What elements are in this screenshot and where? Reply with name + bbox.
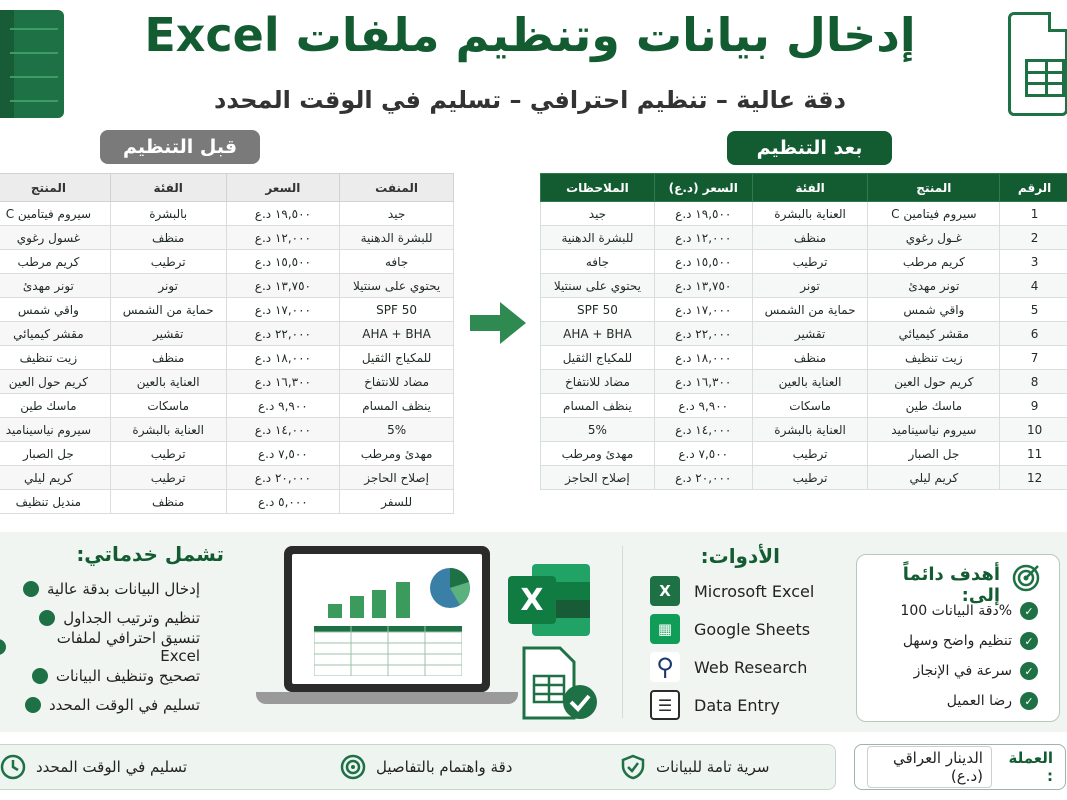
table-cell: ١٦,٣٠٠ د.ع bbox=[654, 370, 752, 394]
column-header: الرقم bbox=[1000, 174, 1067, 202]
table-cell: ٧,٥٠٠ د.ع bbox=[654, 442, 752, 466]
goals-title: أهدف دائماً إلى: bbox=[902, 564, 1000, 606]
check-icon: ✓ bbox=[1020, 632, 1038, 650]
table-cell: ١٦,٣٠٠ د.ع bbox=[226, 370, 340, 394]
tool-item: X Microsoft Excel bbox=[650, 572, 814, 610]
table-row bbox=[0, 394, 454, 418]
column-header: الفئة bbox=[752, 174, 868, 202]
check-icon: ✓ bbox=[1020, 602, 1038, 620]
goal-item: تنظيم واضح وسهل ✓ bbox=[868, 626, 1038, 656]
table-cell: مقشر كيميائي bbox=[0, 322, 110, 346]
clipboard-icon: ☰ bbox=[650, 690, 680, 720]
table-cell: ماسكات bbox=[752, 394, 868, 418]
table-cell: تونر bbox=[752, 274, 868, 298]
table-cell: جافه bbox=[541, 250, 655, 274]
table-row bbox=[0, 418, 454, 442]
table-cell: مهدئ ومرطب bbox=[340, 442, 454, 466]
column-header: الملاحظات bbox=[541, 174, 655, 202]
after-organizing-label: بعد التنظيم bbox=[727, 131, 892, 165]
table-cell: 5 bbox=[1000, 298, 1067, 322]
goal-item: رضا العميل ✓ bbox=[868, 686, 1038, 716]
table-cell: ترطيب bbox=[752, 442, 868, 466]
table-cell: 7 bbox=[1000, 346, 1067, 370]
document-check-icon bbox=[522, 646, 602, 722]
tool-item: ▦ Google Sheets bbox=[650, 610, 810, 648]
table-cell: ينظف المسام bbox=[340, 394, 454, 418]
excel-icon: X bbox=[650, 576, 680, 606]
table-cell: ٥,٠٠٠ د.ع bbox=[226, 490, 340, 514]
table-cell: 1 bbox=[1000, 202, 1067, 226]
table-cell: AHA + BHA bbox=[541, 322, 655, 346]
bullet-icon bbox=[32, 668, 48, 684]
table-cell: ١٥,٥٠٠ د.ع bbox=[226, 250, 340, 274]
before-table-header bbox=[0, 174, 454, 202]
table-cell: 11 bbox=[1000, 442, 1067, 466]
table-cell: سيروم نياسيناميد bbox=[868, 418, 1000, 442]
after-table bbox=[540, 173, 1067, 490]
check-icon: ✓ bbox=[1020, 662, 1038, 680]
table-cell: للبشرة الدهنية bbox=[340, 226, 454, 250]
table-cell: ١٣,٧٥٠ د.ع bbox=[226, 274, 340, 298]
table-row bbox=[0, 274, 454, 298]
table-cell: ترطيب bbox=[110, 442, 226, 466]
table-cell: كريم حول العين bbox=[868, 370, 1000, 394]
bullet-icon bbox=[0, 639, 6, 655]
table-cell: كريم مرطب bbox=[0, 250, 110, 274]
table-cell: ١٩,٥٠٠ د.ع bbox=[226, 202, 340, 226]
goal-item: دقة البيانات 100% ✓ bbox=[868, 596, 1038, 626]
table-cell: ٧,٥٠٠ د.ع bbox=[226, 442, 340, 466]
table-cell: ١٨,٠٠٠ د.ع bbox=[226, 346, 340, 370]
google-sheets-icon: ▦ bbox=[650, 614, 680, 644]
table-row bbox=[0, 370, 454, 394]
table-cell: ماسك طين bbox=[0, 394, 110, 418]
table-cell: زيت تنظيف bbox=[868, 346, 1000, 370]
table-cell: سيروم فيتامين C bbox=[0, 202, 110, 226]
target-icon bbox=[340, 754, 366, 780]
check-icon: ✓ bbox=[1020, 692, 1038, 710]
table-cell: تقشير bbox=[752, 322, 868, 346]
table-cell: جل الصبار bbox=[0, 442, 110, 466]
table-cell: ٢٠,٠٠٠ د.ع bbox=[226, 466, 340, 490]
table-cell: مضاد للانتفاخ bbox=[541, 370, 655, 394]
table-cell: حماية من الشمس bbox=[752, 298, 868, 322]
currency-box bbox=[854, 744, 1066, 790]
column-header: المنفت bbox=[340, 174, 454, 202]
excel-logo-icon bbox=[0, 10, 64, 118]
table-cell: تقشير bbox=[110, 322, 226, 346]
currency-value: الدينار العراقي (د.ع) bbox=[867, 746, 992, 788]
table-cell: تونر مهدئ bbox=[868, 274, 1000, 298]
before-table bbox=[0, 173, 454, 514]
table-cell: 9 bbox=[1000, 394, 1067, 418]
table-cell: ١٣,٧٥٠ د.ع bbox=[654, 274, 752, 298]
table-cell: ١٤,٠٠٠ د.ع bbox=[226, 418, 340, 442]
table-cell: للسفر bbox=[340, 490, 454, 514]
table-cell: سيروم فيتامين C bbox=[868, 202, 1000, 226]
table-row bbox=[541, 466, 1067, 490]
table-cell: العناية بالبشرة bbox=[752, 418, 868, 442]
table-cell: ماسك طين bbox=[868, 394, 1000, 418]
svg-text:X: X bbox=[520, 583, 544, 618]
table-cell: منظف bbox=[110, 226, 226, 250]
table-cell: AHA + BHA bbox=[340, 322, 454, 346]
table-cell: ترطيب bbox=[110, 466, 226, 490]
footer-item: سرية تامة للبيانات bbox=[620, 744, 780, 790]
table-row bbox=[541, 226, 1067, 250]
page-title: إدخال بيانات وتنظيم ملفات Excel bbox=[144, 8, 916, 62]
bullet-icon bbox=[23, 581, 39, 597]
table-cell: ١٧,٠٠٠ د.ع bbox=[226, 298, 340, 322]
table-cell: منديل تنظيف bbox=[0, 490, 110, 514]
clock-icon bbox=[0, 754, 26, 780]
table-row bbox=[0, 322, 454, 346]
before-organizing-label: قبل التنظيم bbox=[100, 130, 260, 164]
table-cell: تونر bbox=[110, 274, 226, 298]
after-table-container bbox=[540, 173, 1067, 490]
table-row bbox=[541, 274, 1067, 298]
table-cell: ١٩,٥٠٠ د.ع bbox=[654, 202, 752, 226]
table-cell: 12 bbox=[1000, 466, 1067, 490]
table-cell: جيد bbox=[340, 202, 454, 226]
table-row bbox=[0, 442, 454, 466]
table-cell: إصلاح الحاجز bbox=[541, 466, 655, 490]
bullet-icon bbox=[25, 697, 41, 713]
table-row bbox=[0, 298, 454, 322]
pie-chart-icon bbox=[428, 566, 472, 610]
table-row bbox=[541, 298, 1067, 322]
table-cell: 4 bbox=[1000, 274, 1067, 298]
table-cell: كريم ليلي bbox=[868, 466, 1000, 490]
table-row bbox=[541, 346, 1067, 370]
footer-item: دقة واهتمام بالتفاصيل bbox=[340, 744, 550, 790]
table-cell: إصلاح الحاجز bbox=[340, 466, 454, 490]
table-cell: منظف bbox=[752, 226, 868, 250]
tool-item: ☰ Data Entry bbox=[650, 686, 780, 724]
table-cell: كريم مرطب bbox=[868, 250, 1000, 274]
table-cell: العناية بالعين bbox=[752, 370, 868, 394]
table-cell: غسول رغوي bbox=[0, 226, 110, 250]
excel-icon bbox=[508, 564, 590, 636]
table-cell: 5% bbox=[340, 418, 454, 442]
table-cell: يحتوي على سنتيلا bbox=[541, 274, 655, 298]
table-cell: جيد bbox=[541, 202, 655, 226]
table-cell: مضاد للانتفاخ bbox=[340, 370, 454, 394]
table-cell: 8 bbox=[1000, 370, 1067, 394]
table-cell: 2 bbox=[1000, 226, 1067, 250]
list-item: تسليم في الوقت المحدد bbox=[0, 690, 200, 719]
list-item: تصحيح وتنظيف البيانات bbox=[0, 661, 200, 690]
table-cell: منظف bbox=[752, 346, 868, 370]
table-cell: ١٨,٠٠٠ د.ع bbox=[654, 346, 752, 370]
spreadsheet-icon bbox=[1008, 12, 1067, 116]
table-cell: ١٢,٠٠٠ د.ع bbox=[226, 226, 340, 250]
table-cell: غـول رغوي bbox=[868, 226, 1000, 250]
table-cell: كريم ليلي bbox=[0, 466, 110, 490]
table-cell: العناية بالبشرة bbox=[110, 418, 226, 442]
table-cell: للمكياج الثقيل bbox=[340, 346, 454, 370]
column-header: المنتج bbox=[0, 174, 110, 202]
table-cell: ٢٢,٠٠٠ د.ع bbox=[226, 322, 340, 346]
table-row bbox=[541, 250, 1067, 274]
table-cell: منظف bbox=[110, 346, 226, 370]
bullet-icon bbox=[39, 610, 55, 626]
table-cell: ١٤,٠٠٠ د.ع bbox=[654, 418, 752, 442]
shield-icon bbox=[620, 754, 646, 780]
table-row bbox=[541, 418, 1067, 442]
table-row bbox=[541, 322, 1067, 346]
column-header: السعر (د.ع) bbox=[654, 174, 752, 202]
table-cell: ١٢,٠٠٠ د.ع bbox=[654, 226, 752, 250]
magnifier-icon: ⚲ bbox=[650, 652, 680, 682]
goal-item: سرعة في الإنجاز ✓ bbox=[868, 656, 1038, 686]
table-cell: ٢٠,٠٠٠ د.ع bbox=[654, 466, 752, 490]
services-title: تشمل خدماتي: bbox=[76, 542, 224, 566]
column-header: السعر bbox=[226, 174, 340, 202]
table-cell: العناية بالبشرة bbox=[752, 202, 868, 226]
table-cell: ترطيب bbox=[752, 466, 868, 490]
table-row bbox=[0, 466, 454, 490]
tool-item: ⚲ Web Research bbox=[650, 648, 807, 686]
table-cell: 5% bbox=[541, 418, 655, 442]
table-row bbox=[0, 202, 454, 226]
table-cell: ترطيب bbox=[752, 250, 868, 274]
table-cell: ترطيب bbox=[110, 250, 226, 274]
grid-icon bbox=[314, 626, 462, 676]
table-cell: SPF 50 bbox=[340, 298, 454, 322]
table-row bbox=[0, 490, 454, 514]
currency-label: العملة : bbox=[1008, 749, 1053, 785]
table-cell: ٩,٩٠٠ د.ع bbox=[654, 394, 752, 418]
table-row bbox=[541, 370, 1067, 394]
table-cell: ماسكات bbox=[110, 394, 226, 418]
table-row bbox=[0, 226, 454, 250]
table-cell: حماية من الشمس bbox=[110, 298, 226, 322]
page-subtitle: دقة عالية – تنظيم احترافي – تسليم في الوقت المحدد bbox=[214, 86, 846, 114]
table-cell: 6 bbox=[1000, 322, 1067, 346]
list-item: تنظيم وترتيب الجداول bbox=[0, 603, 200, 632]
before-table-container bbox=[0, 173, 454, 514]
divider bbox=[622, 546, 623, 718]
table-row bbox=[0, 250, 454, 274]
table-cell: بالبشرة bbox=[110, 202, 226, 226]
table-cell: ١٧,٠٠٠ د.ع bbox=[654, 298, 752, 322]
table-cell: جل الصبار bbox=[868, 442, 1000, 466]
table-cell: واقي شمس bbox=[0, 298, 110, 322]
arrow-right-icon bbox=[470, 302, 526, 344]
footer-item: تسليم في الوقت المحدد bbox=[0, 744, 200, 790]
table-cell: مهدئ ومرطب bbox=[541, 442, 655, 466]
table-cell: واقي شمس bbox=[868, 298, 1000, 322]
laptop-illustration bbox=[256, 546, 518, 708]
list-item: تنسيق احترافي لملفات Excel bbox=[0, 632, 200, 661]
table-cell: منظف bbox=[110, 490, 226, 514]
table-cell: ١٥,٥٠٠ د.ع bbox=[654, 250, 752, 274]
table-cell: مقشر كيميائي bbox=[868, 322, 1000, 346]
table-row bbox=[541, 394, 1067, 418]
table-row bbox=[541, 442, 1067, 466]
table-cell: كريم حول العين bbox=[0, 370, 110, 394]
list-item: إدخال البيانات بدقة عالية bbox=[0, 574, 200, 603]
table-cell: تونر مهدئ bbox=[0, 274, 110, 298]
services-list bbox=[0, 574, 200, 719]
tools-title: الأدوات: bbox=[700, 544, 780, 568]
after-table-header bbox=[541, 174, 1067, 202]
table-cell: للمكياج الثقيل bbox=[541, 346, 655, 370]
table-row bbox=[0, 346, 454, 370]
column-header: المنتج bbox=[868, 174, 1000, 202]
table-cell: 3 bbox=[1000, 250, 1067, 274]
table-cell: 10 bbox=[1000, 418, 1067, 442]
table-cell: ٩,٩٠٠ د.ع bbox=[226, 394, 340, 418]
table-row bbox=[541, 202, 1067, 226]
table-cell: زيت تنظيف bbox=[0, 346, 110, 370]
table-cell: العناية بالعين bbox=[110, 370, 226, 394]
table-cell: يحتوي على سنتيلا bbox=[340, 274, 454, 298]
table-cell: سيروم نياسيناميد bbox=[0, 418, 110, 442]
table-cell: جافه bbox=[340, 250, 454, 274]
table-cell: ٢٢,٠٠٠ د.ع bbox=[654, 322, 752, 346]
target-icon bbox=[1012, 564, 1040, 592]
table-cell: للبشرة الدهنية bbox=[541, 226, 655, 250]
table-cell: ينظف المسام bbox=[541, 394, 655, 418]
table-cell: SPF 50 bbox=[541, 298, 655, 322]
column-header: الفئة bbox=[110, 174, 226, 202]
